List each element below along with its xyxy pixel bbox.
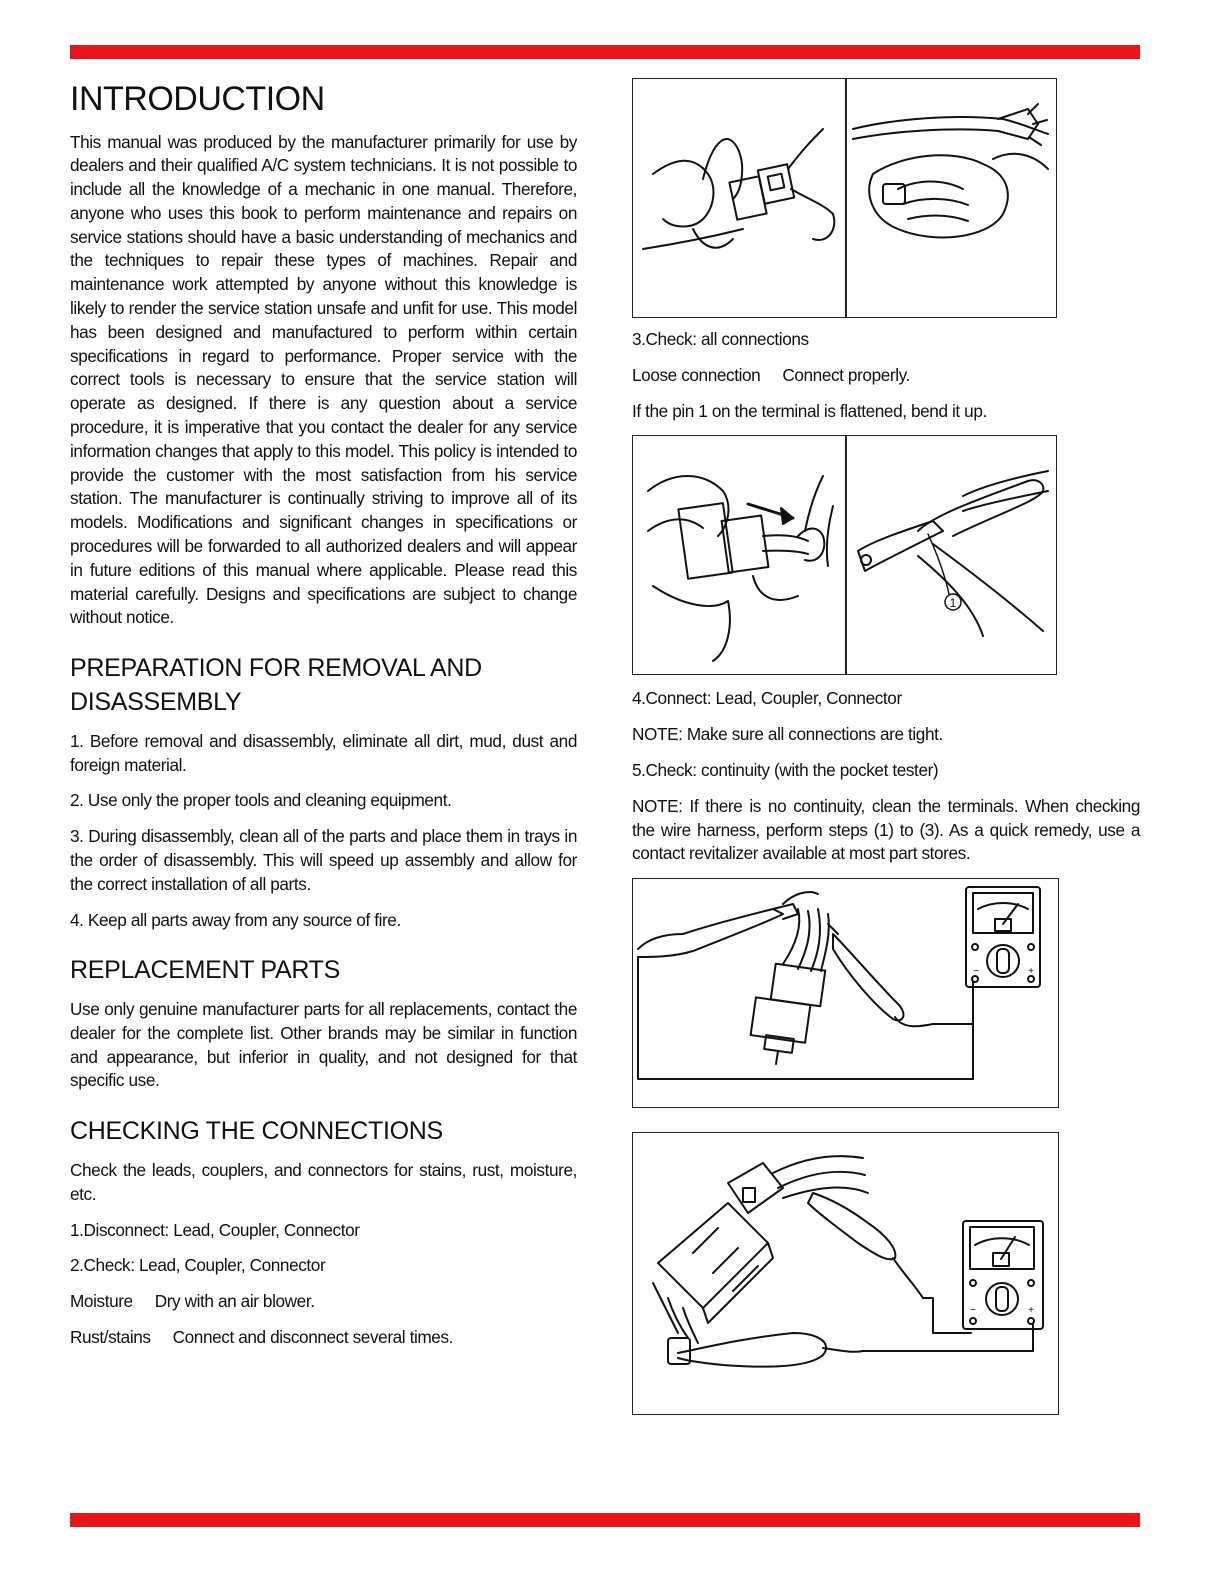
loose-label: Loose connection <box>632 364 761 385</box>
figure-continuity-test-1 <box>632 878 1059 1108</box>
checking-heading: CHECKING THE CONNECTIONS <box>70 1117 443 1146</box>
connect-and-pin-illustration <box>633 436 1055 673</box>
meter-plus-terminal: + <box>1028 966 1034 978</box>
figure-disconnect-air-blower <box>632 78 1057 318</box>
loose-action: Connect properly. <box>782 364 910 385</box>
meter-minus-terminal: − <box>973 966 979 978</box>
checking-step-2: 2.Check: Lead, Coupler, Connector <box>70 1255 326 1276</box>
rust-action: Connect and disconnect several times. <box>172 1326 454 1347</box>
rust-row <box>70 1326 577 1350</box>
moisture-row <box>70 1290 577 1314</box>
meter-2-minus-terminal: − <box>970 1305 976 1317</box>
continuity-tester-illustration-2 <box>633 1133 1057 1413</box>
preparation-item-1: 1. Before removal and disassembly, eliminate all dirt, mud, dust and foreign material. <box>70 730 577 775</box>
introduction-body: This manual was produced by the manufacturer primarily for use by dealers and their qualified A/C system technicians. It is not possible to include all the knowledge of a mechanic in one manual. Therefore, anyone who uses this book to perform maintenance and repairs on service stations should have a basic understanding of mechanics and the techniques to repair these types of machines. Repair and maintenance work attempted by anyone without this knowledge is likely to render the service station unsafe and unfit for use. This model has been designed and manufactured to perform within certain specifications in regard to performance. Proper service with the correct tools is necessary to ensure that the service station will operate as designed. If there is any question about a service procedure, it is imperative that you contact the dealer for any service information changes that apply to this model. This policy is intended to provide the customer with the most satisfaction from his service station. The manufacturer is continually striving to improve all of its models. Modifications and significant changes in specifications or procedures will be forwarded to all authorized dealers and will appear in future editions of this manual where applicable. Please read this material carefully. Designs and specifications are subject to change without notice. <box>70 131 577 628</box>
moisture-label: Moisture <box>70 1291 133 1312</box>
figure-connect-and-pin <box>632 435 1057 675</box>
top-accent-bar <box>70 45 1140 59</box>
rust-label: Rust/stains <box>70 1326 151 1347</box>
figure-divider <box>845 79 847 317</box>
continuity-tester-illustration <box>633 879 1057 1106</box>
figure-divider <box>845 436 847 674</box>
pin-callout-number: 1 <box>949 596 957 611</box>
step-3: 3.Check: all connections <box>632 329 809 349</box>
introduction-heading: INTRODUCTION <box>70 80 325 118</box>
checking-intro: Check the leads, couplers, and connectors for stains, rust, moisture, etc. <box>70 1160 577 1204</box>
note-tight: NOTE: Make sure all connections are tight. <box>632 724 943 745</box>
loose-connection-row <box>632 364 1140 388</box>
meter-2-plus-terminal: + <box>1028 1305 1034 1317</box>
step-4: 4.Connect: Lead, Coupler, Connector <box>632 688 902 709</box>
note-continuity: NOTE: If there is no continuity, clean the terminals. When checking the wire harness, perform steps (1) to (3). As a quick remedy, use a contact revitalizer available at most part stores. <box>632 795 1140 864</box>
moisture-action: Dry with an air blower. <box>154 1291 315 1312</box>
pin-note: If the pin 1 on the terminal is flattened, bend it up. <box>632 400 987 421</box>
bottom-accent-bar <box>70 1513 1140 1527</box>
step-5: 5.Check: continuity (with the pocket tester) <box>632 759 939 780</box>
checking-step-1: 1.Disconnect: Lead, Coupler, Connector <box>70 1219 360 1240</box>
preparation-item-4: 4. Keep all parts away from any source of fire. <box>70 909 401 930</box>
preparation-item-3: 3. During disassembly, clean all of the parts and place them in trays in the order of disassembly. This will speed up assembly and allow for the correct installation of all parts. <box>70 826 577 894</box>
replacement-body: Use only genuine manufacturer parts for all replacements, contact the dealer for the complete list. Other brands may be similar in function and appearance, but inferior in quality, and not designed for that specific use. <box>70 999 577 1091</box>
replacement-heading: REPLACEMENT PARTS <box>70 956 340 985</box>
disconnect-and-blow-illustration <box>633 79 1055 316</box>
left-column <box>70 78 577 1362</box>
figure-continuity-test-2 <box>632 1132 1059 1415</box>
preparation-item-2: 2. Use only the proper tools and cleaning equipment. <box>70 790 452 811</box>
preparation-heading: PREPARATION FOR REMOVAL AND DISASSEMBLY <box>70 654 482 716</box>
right-column <box>632 78 1140 1415</box>
